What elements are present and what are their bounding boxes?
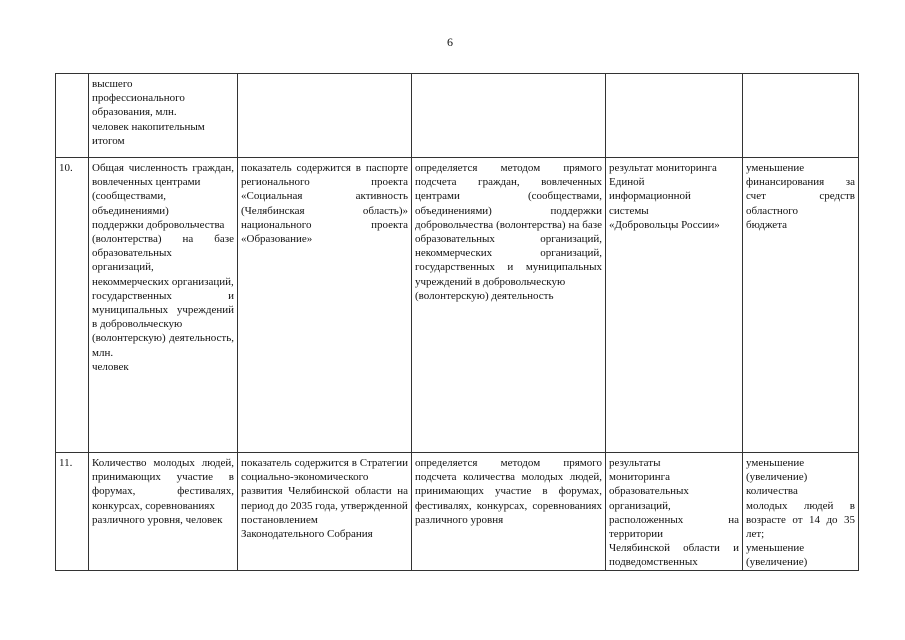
table-row (56, 453, 859, 571)
result-cell: результат мониторинга Единой информационной системы «Добровольцы России» (606, 158, 743, 453)
source-cell (238, 74, 412, 158)
row-number: 11. (56, 453, 89, 571)
source-cell: показатель содержится в Стратегии социально-экономического развития Челябинской области на период до 2035 года, утвержденной постановлением Законодательного Собрания (238, 453, 412, 571)
consequence-cell (743, 74, 859, 158)
row-number (56, 74, 89, 158)
method-cell: определяется методом прямого подсчета граждан, вовлеченных центрами (сообществами, объединениями) поддержки добровольчества (волонтерства) на базе образовательных организаций, некоммерческих организаций, государственных и муниципальных учреждений в добровольческую (волонтерскую) деятельность (412, 158, 606, 453)
indicator-name-cell: высшего профессионального образования, млн. человек накопительным итогом (89, 74, 238, 158)
consequence-cell: уменьшение финансирования за счет средств областного бюджета (743, 158, 859, 453)
method-cell (412, 74, 606, 158)
indicator-table (55, 73, 859, 571)
row-number: 10. (56, 158, 89, 453)
method-cell: определяется методом прямого подсчета количества молодых людей, принимающих участие в форумах, фестивалях, конкурсах, соревнованиях различного уровня (412, 453, 606, 571)
table-row (56, 158, 859, 453)
indicator-name-cell: Количество молодых людей, принимающих участие в форумах, фестивалях, конкурсах, соревнованиях различного уровня, человек (89, 453, 238, 571)
source-cell: показатель содержится в паспорте регионального проекта «Социальная активность (Челябинская область)» национального проекта «Образование» (238, 158, 412, 453)
table-row (56, 74, 859, 158)
page-number: 6 (447, 35, 453, 49)
result-cell: результаты мониторинга образовательных организаций, расположенных на территории Челябинской области и подведомственных (606, 453, 743, 571)
indicator-name-cell: Общая численность граждан, вовлеченных центрами (сообществами, объединениями) поддержки добровольчества (волонтерства) на базе образовательных организаций, некоммерческих организаций, государственных и муниципальных учреждений в добровольческую (волонтерскую) деятельность, млн. человек (89, 158, 238, 453)
result-cell (606, 74, 743, 158)
consequence-cell: уменьшение (увеличение) количества молодых людей в возрасте от 14 до 35 лет; уменьшение (увеличение) (743, 453, 859, 571)
